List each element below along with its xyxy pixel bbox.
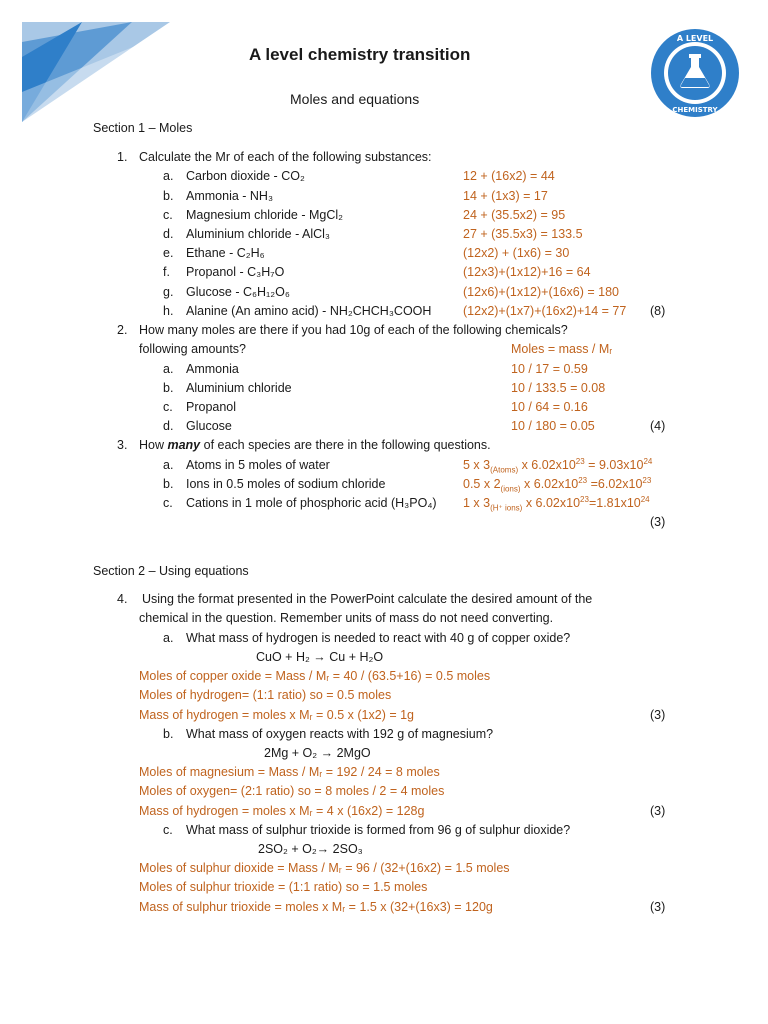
q2-text-continued: following amounts? [139,342,247,356]
list-item-letter: h. [163,304,174,318]
list-item-label: Aluminium chloride [186,381,292,395]
q4-text: Using the format presented in the PowerPoint calculate the desired amount of the [142,592,593,606]
answer-text: 10 / 133.5 = 0.08 [511,381,606,395]
list-item-letter: a. [163,362,174,376]
answer-text: 10 / 64 = 0.16 [511,400,588,414]
answer-text: 5 x $3_{(Atoms)}$ x $6.02x10^{23} = 9.03x10^{24}$ [463,456,653,475]
list-item-label: Cations in 1 mole of phosphoric acid (H₃PO₄) [186,496,437,510]
list-item-letter: a. [163,169,174,183]
list-item-label: Propanol - C₃H₇O [186,265,285,279]
part-letter: c. [163,823,173,837]
section-1-heading: Section 1 – Moles [93,121,193,135]
list-item-label: Glucose - C₆H₁₂O₆ [186,285,290,299]
working-line: Moles of oxygen= (2:1 ratio) so = 8 moles / 2 = 4 moles [139,784,445,798]
part-question: What mass of sulphur trioxide is formed from 96 g of sulphur dioxide? [186,823,571,837]
working-line: Moles of magnesium = Mass / Mᵣ = 192 / 24 = 8 moles [139,765,440,779]
answer-text: 12 + (16x2) = 44 [463,169,555,183]
header-decoration [22,22,170,122]
answer-text: (12x6)+(1x12)+(16x6) = 180 [463,285,619,299]
list-item-label: Ions in 0.5 moles of sodium chloride [186,477,386,491]
a-level-chemistry-logo [650,28,740,118]
answer-text: 14 + (1x3) = 17 [463,189,548,203]
marks-label: (3) [650,515,666,529]
part-question: What mass of hydrogen is needed to react with 40 g of copper oxide? [186,631,571,645]
marks-label: (3) [650,708,666,722]
list-item-letter: c. [163,400,173,414]
list-item-letter: c. [163,496,173,510]
working-line: Mass of hydrogen = moles x Mᵣ = 4 x (16x2) = 128g [139,804,425,818]
q4-text-continued: chemical in the question. Remember units of mass do not need converting. [139,611,554,625]
chemical-equation: 2Mg + O₂ → 2MgO [264,746,371,760]
working-line: Moles of hydrogen= (1:1 ratio) so = 0.5 moles [139,688,392,702]
list-item-label: Carbon dioxide - CO₂ [186,169,305,183]
page-subtitle: Moles and equations [290,91,420,107]
chemical-equation: CuO + H₂ → Cu + H₂O [256,650,384,664]
working-line: Mass of hydrogen = moles x Mᵣ = 0.5 x (1x2) = 1g [139,708,414,722]
working-line: Mass of sulphur trioxide = moles x Mᵣ = 1.5 x (32+(16x3) = 120g [139,900,493,914]
q3-text: How many of each species are there in the following questions. [139,438,491,452]
answer-text: 24 + (35.5x2) = 95 [463,208,566,222]
list-item-label: Aluminium chloride - AlCl₃ [186,227,331,241]
answer-text: 1 x $3_{(H^+ ions)}$ x $6.02x10^{23}=1.81x10^{24}$ [463,494,650,513]
working-line: Moles of sulphur trioxide = (1:1 ratio) so = 1.5 moles [139,880,428,894]
list-item-letter: a. [163,458,174,472]
list-item-label: Ammonia - NH₃ [186,189,274,203]
list-item-letter: c. [163,208,173,222]
list-item-letter: d. [163,227,174,241]
q2-text: How many moles are there if you had 10g of each of the following chemicals? [139,323,568,337]
q1-text: Calculate the Mr of each of the following substances: [139,150,432,164]
list-item-label: Alanine (An amino acid) - NH₂CHCH₃COOH [186,304,432,318]
page-title: A level chemistry transition [249,45,471,64]
svg-text:A LEVEL: A LEVEL [676,34,714,43]
list-item-letter: d. [163,419,174,433]
marks-label: (3) [650,804,666,818]
list-item-label: Atoms in 5 moles of water [186,458,330,472]
answer-text: 10 / 180 = 0.05 [511,419,595,433]
list-item-letter: f. [163,265,170,279]
list-item-letter: b. [163,477,174,491]
moles-formula: Moles = mass / Mᵣ [511,342,613,356]
svg-text:CHEMISTRY: CHEMISTRY [672,106,718,114]
chemical-equation: 2SO₂ + O₂→ 2SO₃ [258,842,363,856]
answer-text: (12x2) + (1x6) = 30 [463,246,570,260]
list-item-letter: g. [163,285,174,299]
answer-text: 27 + (35.5x3) = 133.5 [463,227,583,241]
list-item-label: Ammonia [186,362,239,376]
answer-text: 0.5 x $2_{(ions)}$ x $6.02x10^{23} =6.02x10^{23}$ [463,475,652,494]
list-item-label: Ethane - C₂H₆ [186,246,265,260]
list-item-letter: b. [163,381,174,395]
working-line: Moles of sulphur dioxide = Mass / Mᵣ = 96 / (32+(16x2) = 1.5 moles [139,861,510,875]
marks-label: (4) [650,419,666,433]
list-item-label: Propanol [186,400,237,414]
q4-number: 4. [117,592,128,606]
list-item-letter: b. [163,189,174,203]
part-question: What mass of oxygen reacts with 192 g of magnesium? [186,727,494,741]
part-letter: b. [163,727,174,741]
marks-label: (8) [650,304,666,318]
q2-number: 2. [117,323,128,337]
list-item-label: Glucose [186,419,232,433]
answer-text: (12x3)+(1x12)+16 = 64 [463,265,591,279]
part-letter: a. [163,631,174,645]
working-line: Moles of copper oxide = Mass / Mᵣ = 40 / (63.5+16) = 0.5 moles [139,669,491,683]
answer-text: (12x2)+(1x7)+(16x2)+14 = 77 [463,304,627,318]
list-item-letter: e. [163,246,174,260]
section-2-heading: Section 2 – Using equations [93,564,249,578]
marks-label: (3) [650,900,666,914]
list-item-label: Magnesium chloride - MgCl₂ [186,208,343,222]
answer-text: 10 / 17 = 0.59 [511,362,588,376]
q3-number: 3. [117,438,128,452]
q1-number: 1. [117,150,128,164]
